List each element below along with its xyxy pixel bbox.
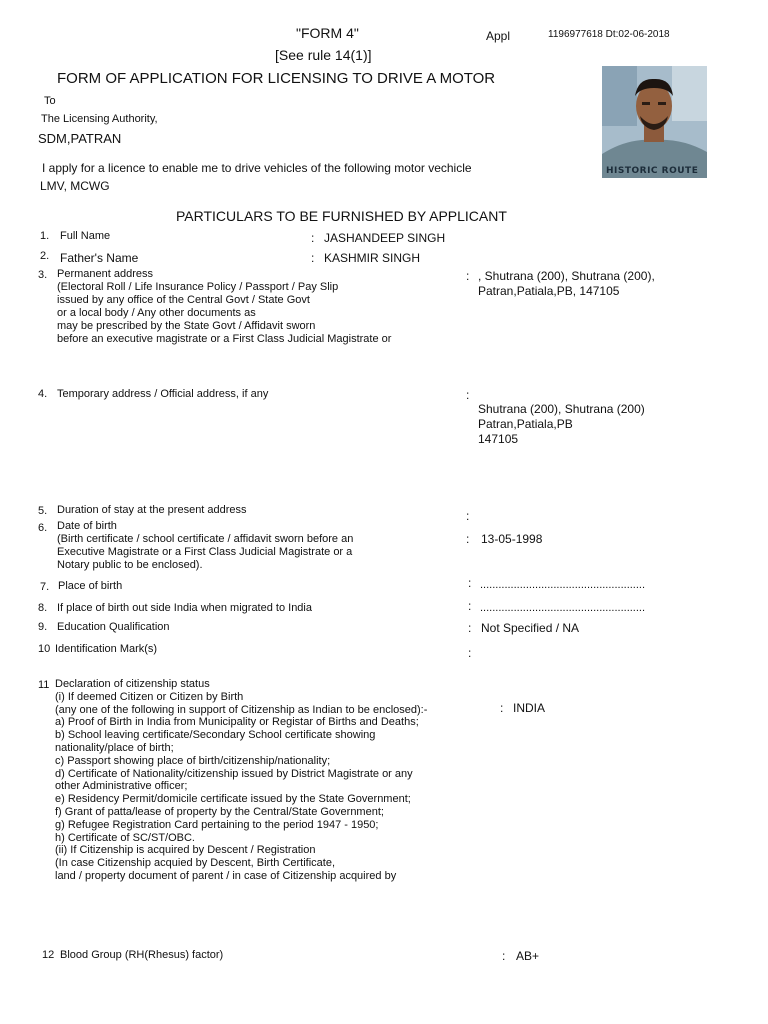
field-number: 5.	[38, 505, 48, 517]
temporary-address-value-line: Patran,Patiala,PB	[478, 417, 573, 431]
form-number: "FORM 4"	[296, 25, 359, 41]
education-label: Education Qualification	[57, 621, 170, 633]
permanent-address-note: before an executive magistrate or a First Class Judicial Magistrate or	[57, 333, 392, 345]
citizenship-line: (i) If deemed Citizen or Citizen by Birth	[55, 690, 244, 703]
field-colon: :	[466, 532, 470, 546]
citizenship-line: f) Grant of patta/lease of property by the Central/State Government;	[55, 805, 384, 818]
field-colon: :	[466, 269, 470, 283]
field-colon: :	[311, 251, 315, 265]
temporary-address-label: Temporary address / Official address, if any	[57, 388, 269, 400]
field-colon: :	[311, 231, 315, 245]
citizenship-line: (ii) If Citizenship is acquired by Descent / Registration	[55, 844, 316, 857]
field-number: 8.	[38, 602, 48, 614]
temporary-address-value-line: Shutrana (200), Shutrana (200)	[478, 402, 645, 416]
applicant-photo	[602, 66, 707, 178]
fathers-name-label: Father's Name	[60, 251, 139, 265]
permanent-address-label: Permanent address	[57, 268, 153, 280]
citizenship-line: h) Certificate of SC/ST/OBC.	[55, 831, 195, 844]
date-of-birth-note: Executive Magistrate or a First Class Judicial Magistrate or a	[57, 546, 353, 558]
addressee-to: To	[44, 95, 56, 107]
citizenship-line: land / property document of parent / in case of Citizenship acquired by	[55, 869, 397, 882]
citizenship-line: other Administrative officer;	[55, 780, 188, 793]
citizenship-declaration-block	[55, 678, 427, 883]
migration-label: If place of birth out side India when migrated to India	[57, 602, 312, 614]
permanent-address-note: or a local body / Any other documents as	[57, 307, 256, 319]
date-of-birth-note: Notary public to be enclosed).	[57, 559, 203, 571]
permanent-address-value-line: , Shutrana (200), Shutrana (200),	[478, 269, 655, 283]
permanent-address-label-block	[57, 268, 391, 346]
permanent-address-note: issued by any office of the Central Govt / State Govt	[57, 294, 310, 306]
section-title: PARTICULARS TO BE FURNISHED BY APPLICANT	[176, 208, 507, 224]
blood-group-value: AB+	[516, 949, 540, 963]
citizenship-line: c) Passport showing place of birth/citizenship/nationality;	[55, 754, 331, 767]
full-name-label: Full Name	[60, 230, 111, 242]
field-colon: :	[500, 701, 504, 715]
field-colon: :	[468, 621, 472, 635]
permanent-address-note: may be prescribed by the State Govt / Affidavit sworn	[57, 320, 316, 332]
field-colon: :	[502, 949, 506, 963]
field-number: 1.	[40, 230, 50, 242]
full-name-value: JASHANDEEP SINGH	[324, 231, 446, 245]
field-colon: :	[468, 646, 472, 660]
field-number: 11	[38, 679, 50, 691]
field-number: 10	[38, 643, 51, 655]
date-of-birth-label-block	[57, 520, 353, 572]
rule-reference: [See rule 14(1)]	[275, 47, 372, 63]
education-value: Not Specified / NA	[481, 621, 580, 635]
duration-of-stay-label: Duration of stay at the present address	[57, 504, 247, 516]
field-number: 7.	[40, 581, 50, 593]
vehicle-classes: LMV, MCWG	[40, 179, 110, 193]
citizenship-line: g) Refugee Registration Card pertaining to the period 1947 - 1950;	[55, 818, 379, 831]
permanent-address-value-line: Patran,Patiala,PB, 147105	[478, 284, 620, 298]
citizenship-line: b) School leaving certificate/Secondary School certificate showing	[55, 729, 376, 742]
field-number: 2.	[40, 250, 50, 262]
citizenship-line: (In case Citizenship acquied by Descent, Birth Certificate,	[55, 857, 336, 870]
date-of-birth-label: Date of birth	[57, 520, 117, 532]
date-of-birth-note: (Birth certificate / school certificate / affidavit sworn before an	[57, 533, 354, 545]
citizenship-value: INDIA	[513, 701, 546, 715]
date-of-birth-value: 13-05-1998	[481, 532, 543, 546]
field-colon: :	[468, 599, 472, 613]
field-colon: :	[466, 509, 470, 523]
citizenship-line: Declaration of citizenship status	[55, 678, 210, 690]
photo-shirt-text: HISTORIC ROUTE	[606, 166, 699, 176]
authority-office: SDM,PATRAN	[38, 131, 122, 146]
citizenship-line: a) Proof of Birth in India from Municipality or Registar of Births and Deaths;	[55, 716, 419, 729]
migration-value: ......................................................	[480, 602, 646, 614]
citizenship-line: (any one of the following in support of Citizenship as Indian to be enclosed):-	[55, 703, 428, 716]
permanent-address-note: (Electoral Roll / Life Insurance Policy / Passport / Pay Slip	[57, 281, 339, 293]
field-colon: :	[468, 576, 472, 590]
field-number: 6.	[38, 522, 48, 534]
application-statement: I apply for a licence to enable me to drive vehicles of the following motor vechicle	[42, 161, 472, 175]
field-colon: :	[466, 388, 470, 402]
citizenship-line: e) Residency Permit/domicile certificate issued by the State Government;	[55, 793, 411, 806]
temporary-address-value-line: 147105	[478, 432, 519, 446]
identification-mark-label: Identification Mark(s)	[55, 643, 158, 655]
field-number: 12	[42, 949, 55, 961]
form-title: FORM OF APPLICATION FOR LICENSING TO DRIVE A MOTOR	[57, 70, 496, 87]
application-number-date: 1196977618 Dt:02-06-2018	[548, 29, 670, 40]
licensing-authority: The Licensing Authority,	[41, 113, 158, 125]
appl-label: Appl	[486, 29, 511, 43]
citizenship-line: d) Certificate of Nationality/citizenship issued by District Magistrate or any	[55, 767, 413, 780]
field-number: 4.	[38, 388, 48, 400]
citizenship-line: nationality/place of birth;	[55, 741, 174, 754]
blood-group-label: Blood Group (RH(Rhesus) factor)	[60, 949, 224, 961]
field-number: 9.	[38, 621, 48, 633]
field-number: 3.	[38, 269, 48, 281]
place-of-birth-label: Place of birth	[58, 580, 123, 592]
place-of-birth-value: ......................................................	[480, 579, 646, 591]
fathers-name-value: KASHMIR SINGH	[324, 251, 421, 265]
